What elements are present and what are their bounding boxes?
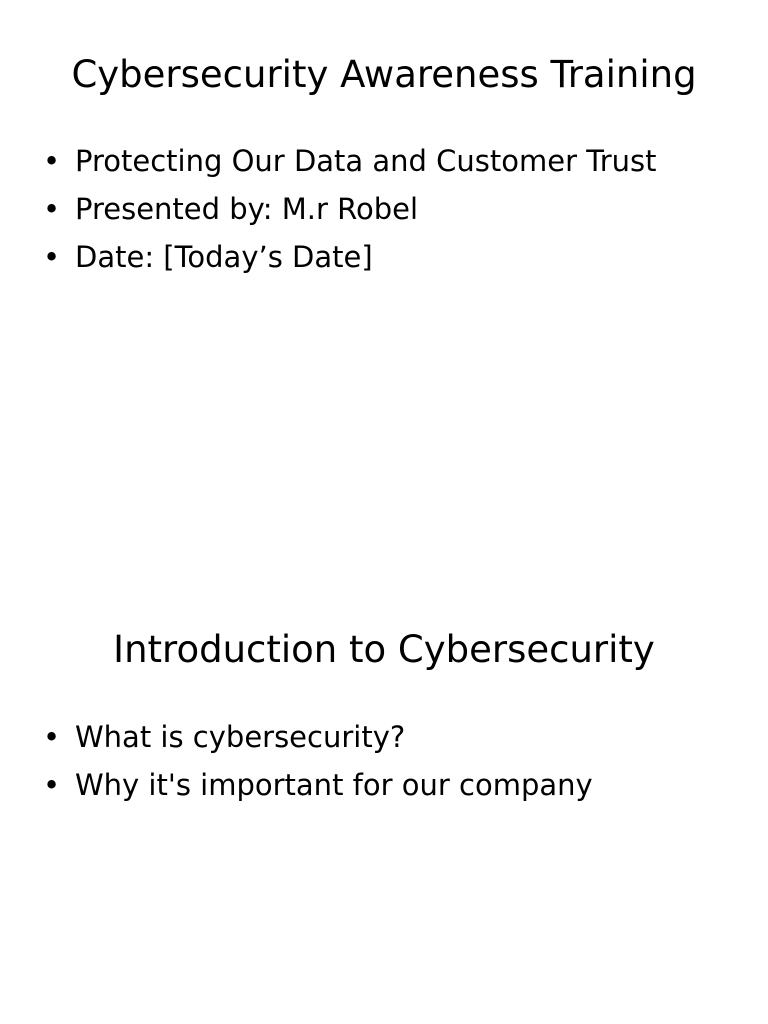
bullet-text: What is cybersecurity? [75, 720, 406, 754]
list-item [0, 764, 768, 812]
list-item [0, 188, 768, 236]
bullet-icon: • [43, 720, 61, 754]
list-item [0, 140, 768, 188]
bullet-list [0, 140, 768, 284]
list-item [0, 716, 768, 764]
bullet-text: Date: [Today’s Date] [75, 240, 373, 274]
bullet-text: Protecting Our Data and Customer Trust [75, 144, 657, 178]
bullet-list [0, 716, 768, 812]
bullet-icon: • [43, 192, 61, 226]
slide-title: Cybersecurity Awareness Training [71, 53, 697, 96]
bullet-text: Presented by: M.r Robel [75, 192, 419, 226]
slide-title: Introduction to Cybersecurity [113, 628, 655, 671]
slide-introduction [0, 576, 768, 1024]
bullet-icon: • [43, 240, 61, 274]
bullet-icon: • [43, 144, 61, 178]
list-item [0, 236, 768, 284]
bullet-icon: • [43, 768, 61, 802]
bullet-text: Why it's important for our company [75, 768, 593, 802]
